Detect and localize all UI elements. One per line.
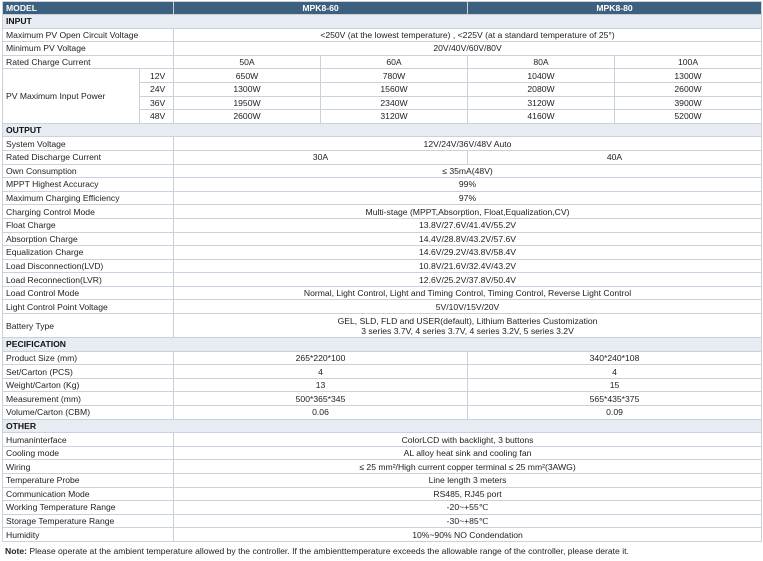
row-weight-carton bbox=[3, 378, 762, 392]
row-value: 780W bbox=[321, 69, 468, 83]
row-value: 2600W bbox=[174, 110, 321, 124]
row-value: 13.8V/27.6V/41.4V/55.2V bbox=[174, 218, 762, 232]
row-value: 5V/10V/15V/20V bbox=[174, 300, 762, 314]
row-value: 1040W bbox=[468, 69, 615, 83]
row-value: 3120W bbox=[468, 96, 615, 110]
section-other bbox=[3, 419, 762, 433]
row-label: Maximum Charging Efficiency bbox=[3, 191, 174, 205]
row-label: Volume/Carton (CBM) bbox=[3, 406, 174, 420]
row-value: <250V (at the lowest temperature) , <225V (at a standard temperature of 25°) bbox=[174, 28, 762, 42]
row-label: Temperature Probe bbox=[3, 474, 174, 488]
footnote bbox=[5, 546, 760, 556]
row-label: Wiring bbox=[3, 460, 174, 474]
row-value: 0.09 bbox=[468, 406, 762, 420]
row-value: 4 bbox=[174, 365, 468, 379]
row-label: System Voltage bbox=[3, 137, 174, 151]
row-label: MPPT Highest Accuracy bbox=[3, 178, 174, 192]
row-equalization-charge bbox=[3, 246, 762, 260]
row-value: 14.6V/29.2V/43.8V/58.4V bbox=[174, 246, 762, 260]
row-value: AL alloy heat sink and cooling fan bbox=[174, 446, 762, 460]
row-storage-temperature-range bbox=[3, 514, 762, 528]
row-label: Own Consumption bbox=[3, 164, 174, 178]
row-mppt-accuracy bbox=[3, 178, 762, 192]
row-max-charging-efficiency bbox=[3, 191, 762, 205]
row-battery-type bbox=[3, 314, 762, 338]
model-header-row bbox=[3, 2, 762, 15]
row-value: 650W bbox=[174, 69, 321, 83]
row-value: 2340W bbox=[321, 96, 468, 110]
section-title: OUTPUT bbox=[3, 123, 762, 137]
row-working-temperature-range bbox=[3, 501, 762, 515]
row-label: Product Size (mm) bbox=[3, 351, 174, 365]
row-value: 60A bbox=[321, 55, 468, 69]
row-light-control-point-voltage bbox=[3, 300, 762, 314]
voltage-label: 36V bbox=[140, 96, 174, 110]
row-label: PV Maximum Input Power bbox=[3, 69, 140, 123]
row-load-reconnection bbox=[3, 273, 762, 287]
row-min-pv-voltage bbox=[3, 42, 762, 56]
row-label: Storage Temperature Range bbox=[3, 514, 174, 528]
row-label: Float Charge bbox=[3, 218, 174, 232]
row-value: 1300W bbox=[615, 69, 762, 83]
row-value: 5200W bbox=[615, 110, 762, 124]
row-value: 1950W bbox=[174, 96, 321, 110]
row-volume-carton bbox=[3, 406, 762, 420]
section-title: OTHER bbox=[3, 419, 762, 433]
row-value: 4160W bbox=[468, 110, 615, 124]
row-value: -20~+55℃ bbox=[174, 501, 762, 515]
row-value: ≤ 35mA(48V) bbox=[174, 164, 762, 178]
row-value: 0.06 bbox=[174, 406, 468, 420]
row-value: Multi-stage (MPPT,Absorption, Float,Equalization,CV) bbox=[174, 205, 762, 219]
row-label: Battery Type bbox=[3, 314, 174, 338]
row-value: 1560W bbox=[321, 82, 468, 96]
row-label: Measurement (mm) bbox=[3, 392, 174, 406]
row-pv-power-12v bbox=[3, 69, 762, 83]
row-value: 20V/40V/60V/80V bbox=[174, 42, 762, 56]
row-label: Working Temperature Range bbox=[3, 501, 174, 515]
row-label: Humaninterface bbox=[3, 433, 174, 447]
row-absorption-charge bbox=[3, 232, 762, 246]
row-label: Humidity bbox=[3, 528, 174, 542]
row-label: Maximum PV Open Circuit Voltage bbox=[3, 28, 174, 42]
row-value: 10%~90% NO Condendation bbox=[174, 528, 762, 542]
row-label: Load Reconnection(LVR) bbox=[3, 273, 174, 287]
row-label: Communication Mode bbox=[3, 487, 174, 501]
voltage-label: 24V bbox=[140, 82, 174, 96]
row-label: Rated Discharge Current bbox=[3, 150, 174, 164]
model-b-name: MPK8-80 bbox=[468, 2, 762, 15]
row-value: 500*365*345 bbox=[174, 392, 468, 406]
row-value: Normal, Light Control, Light and Timing Control, Timing Control, Reverse Light Control bbox=[174, 286, 762, 300]
battery-type-line-2: 3 series 3.7V, 4 series 3.7V, 4 series 3.2V, 5 series 3.2V bbox=[361, 325, 574, 336]
row-measurement bbox=[3, 392, 762, 406]
row-value: RS485, RJ45 port bbox=[174, 487, 762, 501]
spec-table bbox=[2, 1, 762, 542]
row-label: Equalization Charge bbox=[3, 246, 174, 260]
row-label: Minimum PV Voltage bbox=[3, 42, 174, 56]
row-humidity bbox=[3, 528, 762, 542]
row-value: 13 bbox=[174, 378, 468, 392]
section-input bbox=[3, 15, 762, 29]
row-value: 100A bbox=[615, 55, 762, 69]
row-label: Absorption Charge bbox=[3, 232, 174, 246]
row-wiring bbox=[3, 460, 762, 474]
row-rated-discharge-current bbox=[3, 150, 762, 164]
row-value: ≤ 25 mm²/High current copper terminal ≤ 25 mm²(3AWG) bbox=[174, 460, 762, 474]
row-product-size bbox=[3, 351, 762, 365]
row-own-consumption bbox=[3, 164, 762, 178]
row-value: 10.8V/21.6V/32.4V/43.2V bbox=[174, 259, 762, 273]
row-human-interface bbox=[3, 433, 762, 447]
row-label: Light Control Point Voltage bbox=[3, 300, 174, 314]
note-text: Please operate at the ambient temperature allowed by the controller. If the ambienttemperature exceeds the allowable range of the controller, please derate it. bbox=[26, 546, 629, 556]
note-label: Note: bbox=[5, 546, 27, 556]
row-value: 80A bbox=[468, 55, 615, 69]
row-value bbox=[174, 314, 762, 338]
battery-type-line-1: GEL, SLD, FLD and USER(default), Lithium Batteries Customization bbox=[337, 315, 598, 326]
row-value: 2080W bbox=[468, 82, 615, 96]
row-communication-mode bbox=[3, 487, 762, 501]
row-value: -30~+85℃ bbox=[174, 514, 762, 528]
row-label: Charging Control Mode bbox=[3, 205, 174, 219]
row-float-charge bbox=[3, 218, 762, 232]
row-value: ColorLCD with backlight, 3 buttons bbox=[174, 433, 762, 447]
voltage-label: 12V bbox=[140, 69, 174, 83]
row-charging-control-mode bbox=[3, 205, 762, 219]
row-system-voltage bbox=[3, 137, 762, 151]
model-a-name: MPK8-60 bbox=[174, 2, 468, 15]
row-value: 12.6V/25.2V/37.8V/50.4V bbox=[174, 273, 762, 287]
row-label: Load Control Mode bbox=[3, 286, 174, 300]
row-value: 1300W bbox=[174, 82, 321, 96]
row-value: Line length 3 meters bbox=[174, 474, 762, 488]
row-value: 4 bbox=[468, 365, 762, 379]
row-temperature-probe bbox=[3, 474, 762, 488]
row-value: 97% bbox=[174, 191, 762, 205]
row-label: Load Disconnection(LVD) bbox=[3, 259, 174, 273]
row-value: 15 bbox=[468, 378, 762, 392]
row-value: 14.4V/28.8V/43.2V/57.6V bbox=[174, 232, 762, 246]
section-title: INPUT bbox=[3, 15, 762, 29]
row-value: 99% bbox=[174, 178, 762, 192]
row-value: 12V/24V/36V/48V Auto bbox=[174, 137, 762, 151]
row-value: 40A bbox=[468, 150, 762, 164]
row-load-control-mode bbox=[3, 286, 762, 300]
row-max-pv-open-circuit-voltage bbox=[3, 28, 762, 42]
row-label: Rated Charge Current bbox=[3, 55, 174, 69]
section-title: PECIFICATION bbox=[3, 338, 762, 352]
row-value: 50A bbox=[174, 55, 321, 69]
section-pecification bbox=[3, 338, 762, 352]
row-set-carton bbox=[3, 365, 762, 379]
row-load-disconnection bbox=[3, 259, 762, 273]
row-value: 340*240*108 bbox=[468, 351, 762, 365]
section-output bbox=[3, 123, 762, 137]
voltage-label: 48V bbox=[140, 110, 174, 124]
row-value: 3900W bbox=[615, 96, 762, 110]
row-label: Cooling mode bbox=[3, 446, 174, 460]
row-label: Weight/Carton (Kg) bbox=[3, 378, 174, 392]
row-label: Set/Carton (PCS) bbox=[3, 365, 174, 379]
model-label: MODEL bbox=[3, 2, 174, 15]
row-value: 2600W bbox=[615, 82, 762, 96]
row-value: 265*220*100 bbox=[174, 351, 468, 365]
row-cooling-mode bbox=[3, 446, 762, 460]
row-rated-charge-current bbox=[3, 55, 762, 69]
row-value: 565*435*375 bbox=[468, 392, 762, 406]
row-value: 3120W bbox=[321, 110, 468, 124]
row-value: 30A bbox=[174, 150, 468, 164]
